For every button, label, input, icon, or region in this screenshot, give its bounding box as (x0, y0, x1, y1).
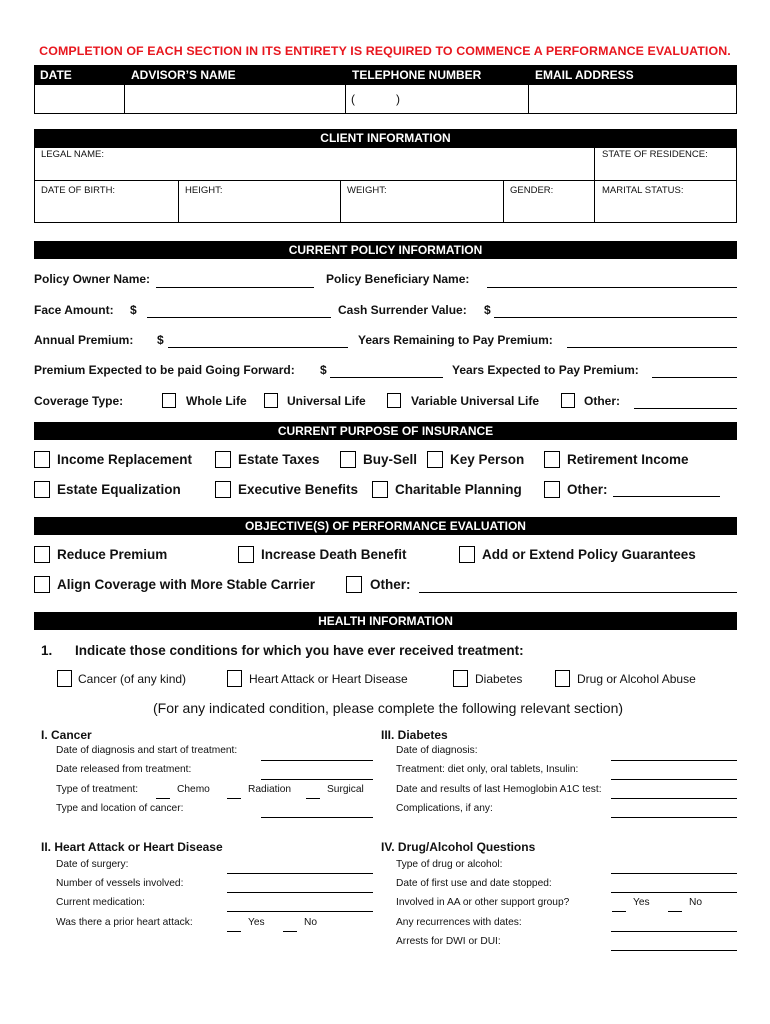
premium-forward-field[interactable] (330, 377, 443, 378)
treatment-type-label: Type of treatment: (56, 784, 139, 795)
annual-premium-dollar: $ (157, 333, 164, 347)
estate-equalization-checkbox[interactable] (34, 481, 50, 498)
prior-attack-no-blank[interactable] (283, 931, 297, 932)
beneficiary-field[interactable] (487, 287, 737, 288)
prior-attack-yes-blank[interactable] (227, 931, 241, 932)
recurrences-label: Any recurrences with dates: (396, 917, 522, 928)
purpose-other-checkbox[interactable] (544, 481, 560, 498)
cash-surrender-dollar: $ (484, 303, 491, 317)
prior-attack-yes-label: Yes (248, 917, 265, 928)
policy-info-header: CURRENT POLICY INFORMATION (34, 241, 737, 259)
support-yes-blank[interactable] (612, 911, 626, 912)
diabetes-diagnosis-label: Date of diagnosis: (396, 745, 478, 756)
support-no-blank[interactable] (668, 911, 682, 912)
cancer-diagnosis-label: Date of diagnosis and start of treatment: (56, 745, 238, 756)
medication-field[interactable] (227, 911, 373, 912)
email-header: EMAIL ADDRESS (535, 68, 634, 82)
objectives-other-label: Other: (370, 577, 411, 592)
face-amount-label: Face Amount: (34, 303, 114, 317)
medication-label: Current medication: (56, 897, 145, 908)
cancer-checkbox[interactable] (57, 670, 72, 687)
coverage-other-label: Other: (584, 394, 620, 408)
retirement-income-checkbox[interactable] (544, 451, 560, 468)
drug-alcohol-label: Drug or Alcohol Abuse (577, 672, 696, 686)
coverage-type-label: Coverage Type: (34, 394, 124, 408)
diabetes-treatment-label: Treatment: diet only, oral tablets, Insulin: (396, 764, 579, 775)
purpose-header: CURRENT PURPOSE OF INSURANCE (34, 422, 737, 440)
universal-life-label: Universal Life (287, 394, 366, 408)
charitable-planning-checkbox[interactable] (372, 481, 388, 498)
question-1-text: Indicate those conditions for which you have ever received treatment: (75, 643, 524, 658)
cancer-diagnosis-field[interactable] (261, 760, 373, 761)
years-expected-label: Years Expected to Pay Premium: (452, 363, 639, 377)
drug-type-field[interactable] (611, 873, 737, 874)
buy-sell-checkbox[interactable] (340, 451, 356, 468)
premium-forward-dollar: $ (320, 363, 327, 377)
drug-alcohol-checkbox[interactable] (555, 670, 570, 687)
diabetes-section-title: III. Diabetes (381, 728, 448, 742)
recurrences-field[interactable] (611, 931, 737, 932)
align-coverage-label: Align Coverage with More Stable Carrier (57, 577, 316, 592)
complications-field[interactable] (611, 817, 737, 818)
add-extend-guarantees-label: Add or Extend Policy Guarantees (482, 547, 696, 562)
vessels-label: Number of vessels involved: (56, 878, 184, 889)
cancer-released-field[interactable] (261, 779, 373, 780)
retirement-income-label: Retirement Income (567, 452, 689, 467)
diabetes-diagnosis-field[interactable] (611, 760, 737, 761)
beneficiary-label: Policy Beneficiary Name: (326, 272, 470, 286)
coverage-other-field[interactable] (634, 408, 737, 409)
weight-label: WEIGHT: (347, 185, 387, 196)
arrests-field[interactable] (611, 950, 737, 951)
prior-attack-label: Was there a prior heart attack: (56, 917, 193, 928)
state-residence-label: STATE OF RESIDENCE: (602, 149, 708, 160)
diabetes-checkbox[interactable] (453, 670, 468, 687)
policy-owner-label: Policy Owner Name: (34, 272, 151, 286)
prior-attack-no-label: No (304, 917, 318, 928)
variable-universal-life-checkbox[interactable] (387, 393, 401, 408)
increase-death-benefit-checkbox[interactable] (238, 546, 254, 563)
support-no-label: No (689, 897, 703, 908)
add-extend-guarantees-checkbox[interactable] (459, 546, 475, 563)
radiation-label: Radiation (248, 784, 292, 795)
a1c-label: Date and results of last Hemoglobin A1C test: (396, 784, 602, 795)
annual-premium-field[interactable] (168, 347, 348, 348)
charitable-planning-label: Charitable Planning (395, 482, 522, 497)
phone-close-paren: ) (396, 92, 400, 106)
face-amount-dollar: $ (130, 303, 137, 317)
cancer-type-location-label: Type and location of cancer: (56, 803, 184, 814)
variable-universal-life-label: Variable Universal Life (411, 394, 540, 408)
advisor-entry-row[interactable] (34, 84, 737, 114)
radiation-blank[interactable] (227, 798, 241, 799)
dob-label: DATE OF BIRTH: (41, 185, 116, 196)
telephone-header: TELEPHONE NUMBER (352, 68, 482, 82)
reduce-premium-label: Reduce Premium (57, 547, 168, 562)
advisor-name-header: ADVISOR’S NAME (131, 68, 236, 82)
years-remaining-label: Years Remaining to Pay Premium: (358, 333, 553, 347)
income-replacement-checkbox[interactable] (34, 451, 50, 468)
years-expected-field[interactable] (652, 377, 737, 378)
income-replacement-label: Income Replacement (57, 452, 193, 467)
objectives-other-field[interactable] (419, 592, 737, 593)
buy-sell-label: Buy-Sell (363, 452, 418, 467)
first-use-field[interactable] (611, 892, 737, 893)
required-banner: COMPLETION OF EACH SECTION IN ITS ENTIRETY IS REQUIRED TO COMMENCE A PERFORMANCE EVALUATION. (39, 44, 731, 58)
heart-label: Heart Attack or Heart Disease (249, 672, 408, 686)
surgery-date-label: Date of surgery: (56, 859, 129, 870)
objectives-other-checkbox[interactable] (346, 576, 362, 593)
objectives-header: OBJECTIVE(S) OF PERFORMANCE EVALUATION (34, 517, 737, 535)
cash-surrender-field[interactable] (494, 317, 737, 318)
heart-checkbox[interactable] (227, 670, 242, 687)
gender-label: GENDER: (510, 185, 554, 196)
vessels-field[interactable] (227, 892, 373, 893)
cancer-section-title: I. Cancer (41, 728, 92, 742)
cancer-type-location-field[interactable] (261, 817, 373, 818)
complications-label: Complications, if any: (396, 803, 493, 814)
height-label: HEIGHT: (185, 185, 223, 196)
phone-open-paren: ( (351, 92, 355, 106)
estate-equalization-label: Estate Equalization (57, 482, 181, 497)
cancer-released-label: Date released from treatment: (56, 764, 192, 775)
legal-name-label: LEGAL NAME: (41, 149, 105, 160)
key-person-checkbox[interactable] (427, 451, 443, 468)
support-yes-label: Yes (633, 897, 650, 908)
surgery-date-field[interactable] (227, 873, 373, 874)
a1c-field[interactable] (611, 798, 737, 799)
align-coverage-checkbox[interactable] (34, 576, 50, 593)
cash-surrender-label: Cash Surrender Value: (338, 303, 467, 317)
chemo-label: Chemo (177, 784, 210, 795)
estate-taxes-label: Estate Taxes (238, 452, 320, 467)
executive-benefits-checkbox[interactable] (215, 481, 231, 498)
surgical-label: Surgical (327, 784, 364, 795)
reduce-premium-checkbox[interactable] (34, 546, 50, 563)
support-group-label: Involved in AA or other support group? (396, 897, 570, 908)
coverage-other-checkbox[interactable] (561, 393, 575, 408)
drug-type-label: Type of drug or alcohol: (396, 859, 503, 870)
cancer-label: Cancer (of any kind) (78, 672, 187, 686)
purpose-other-field[interactable] (613, 496, 720, 497)
heart-section-title: II. Heart Attack or Heart Disease (41, 840, 223, 854)
increase-death-benefit-label: Increase Death Benefit (261, 547, 407, 562)
diabetes-label: Diabetes (475, 672, 523, 686)
question-1-number: 1. (41, 643, 53, 658)
purpose-other-label: Other: (567, 482, 608, 497)
chemo-blank[interactable] (156, 798, 170, 799)
marital-status-label: MARITAL STATUS: (602, 185, 684, 196)
date-header: DATE (40, 68, 72, 82)
universal-life-checkbox[interactable] (264, 393, 278, 408)
health-info-header: HEALTH INFORMATION (34, 612, 737, 630)
arrests-label: Arrests for DWI or DUI: (396, 936, 501, 947)
annual-premium-label: Annual Premium: (34, 333, 134, 347)
key-person-label: Key Person (450, 452, 525, 467)
health-instruction: (For any indicated condition, please complete the following relevant section) (153, 700, 624, 716)
client-info-header: CLIENT INFORMATION (34, 129, 737, 147)
whole-life-checkbox[interactable] (162, 393, 176, 408)
years-remaining-field[interactable] (567, 347, 737, 348)
diabetes-treatment-field[interactable] (611, 779, 737, 780)
first-use-label: Date of first use and date stopped: (396, 878, 552, 889)
estate-taxes-checkbox[interactable] (215, 451, 231, 468)
premium-forward-label: Premium Expected to be paid Going Forward: (34, 363, 295, 377)
whole-life-label: Whole Life (186, 394, 247, 408)
surgical-blank[interactable] (306, 798, 320, 799)
face-amount-field[interactable] (147, 317, 331, 318)
policy-owner-field[interactable] (156, 287, 314, 288)
drug-section-title: IV. Drug/Alcohol Questions (381, 840, 536, 854)
executive-benefits-label: Executive Benefits (238, 482, 359, 497)
